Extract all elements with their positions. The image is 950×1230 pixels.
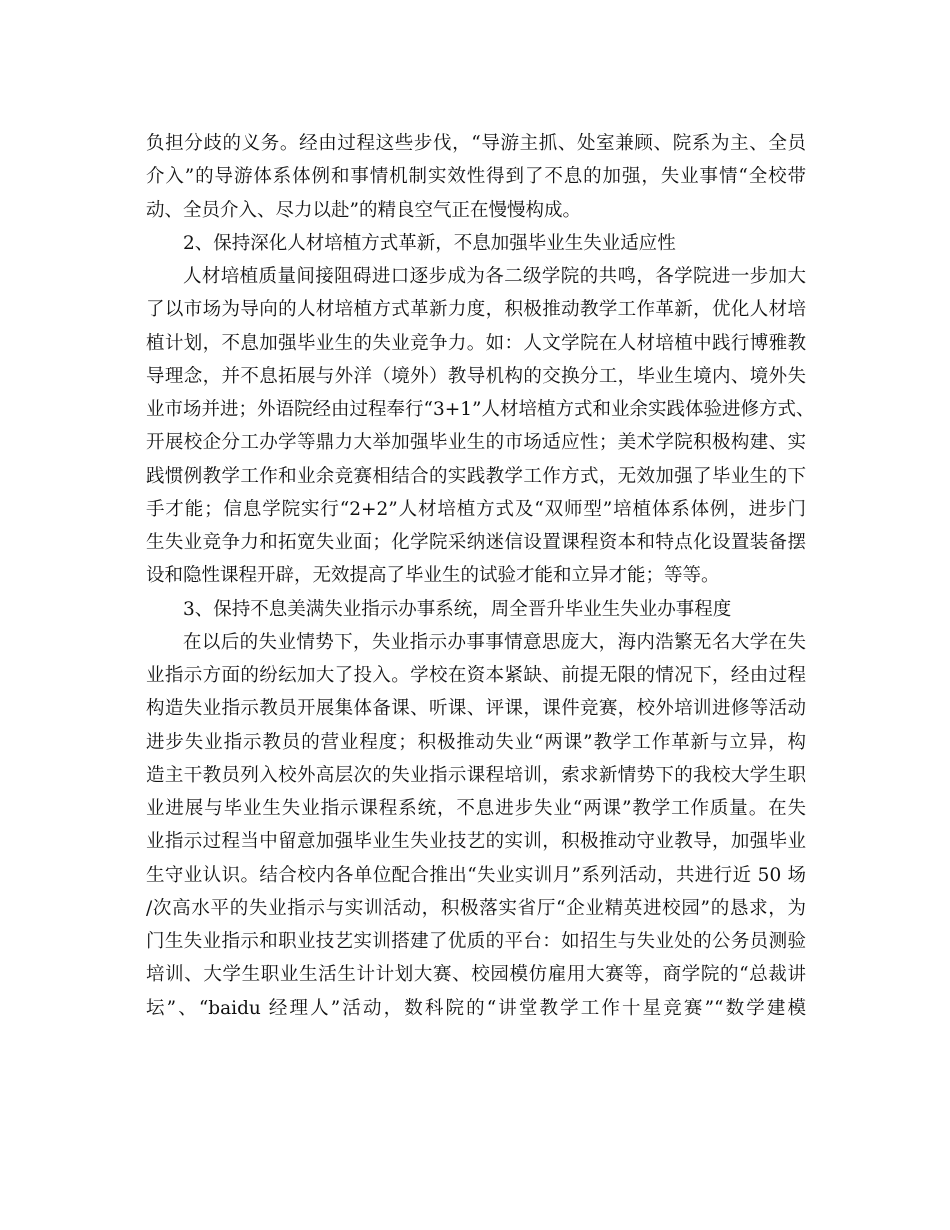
section-heading: 2、保持深化人材培植方式革新，不息加强毕业生失业适应性: [183, 232, 676, 254]
text-line: 植计划，不息加强毕业生的失业竞争力。如：人文学院在人材培植中践行博雅教: [146, 332, 806, 354]
text-line: 业进展与毕业生失业指示课程系统，不息进步失业“两课”教学工作质量。在失: [146, 798, 806, 819]
text-line: 进步失业指示教员的营业程度；积极推动失业“两课”教学工作革新与立异，构: [146, 731, 806, 753]
text-line: /次高水平的失业指示与实训活动，积极落实省厅“企业精英进校园”的恳求，为: [146, 897, 806, 919]
text-line: 培训、大学生职业生活生计计划大赛、校园模仿雇用大赛等，商学院的“总裁讲: [146, 964, 806, 986]
document-body: [146, 127, 815, 1025]
text-line: 生守业认识。结合校内各单位配合推出“失业实训月”系列活动，共进行近 50 场: [146, 864, 806, 886]
text-line: 构造失业指示教员开展集体备课、听课、评课，课件竞赛，校外培训进修等活动: [146, 698, 806, 720]
text-line: 手才能；信息学院实行“2+2”人材培植方式及“双师型”培植体系体例，进步门: [146, 498, 806, 520]
text-line: 践惯例教学工作和业余竞赛相结合的实践教学工作方式，无效加强了毕业生的下: [146, 465, 806, 487]
text-line: 业指示过程当中留意加强毕业生失业技艺的实训，积极推动守业教导，加强毕业: [146, 831, 806, 853]
text-line: 门生失业指示和职业技艺实训搭建了优质的平台：如招生与失业处的公务员测验: [146, 931, 806, 952]
text-line: 造主干教员列入校外高层次的失业指示课程培训，索求新情势下的我校大学生职: [146, 764, 806, 786]
text-line: 生失业竞争力和拓宽失业面；化学院采纳迷信设置课程资本和特点化设置装备摆: [146, 532, 806, 553]
text-line: 导理念，并不息拓展与外洋（境外）教导机构的交换分工，毕业生境内、境外失: [146, 365, 806, 387]
text-line: 动、全员介入、尽力以赴”的精良空气正在慢慢构成。: [146, 199, 581, 221]
text-line: 介入”的导游体系体例和事情机制实效性得到了不息的加强，失业事情“全校带: [146, 166, 806, 188]
text-line: 设和隐性课程开辟，无效提高了毕业生的试验才能和立异才能；等等。: [146, 565, 720, 587]
text-line: 业指示方面的纷纭加大了投入。学校在资本紧缺、前提无限的情况下，经由过程: [146, 665, 806, 686]
text-line: 在以后的失业情势下，失业指示办事事情意思庞大，海内浩繁无名大学在失: [183, 631, 806, 653]
text-line: 业市场并进；外语院经由过程奉行“3+1”人材培植方式和业余实践体验进修方式、: [146, 399, 815, 420]
text-line: 人材培植质量间接阻碍进口逐步成为各二级学院的共鸣，各学院进一步加大: [183, 266, 806, 287]
text-line: 了以市场为导向的人材培植方式革新力度，积极推动教学工作革新，优化人材培: [146, 299, 806, 321]
text-line: 负担分歧的义务。经由过程这些步伐，“导游主抓、处室兼顾、院系为主、全员: [146, 133, 806, 154]
text-line: 开展校企分工办学等鼎力大举加强毕业生的市场适应性；美术学院积极构建、实: [146, 432, 806, 454]
text-line: 坛”、“baidu 经理人”活动，数科院的“讲堂教学工作十星竞赛”“数学建模: [146, 997, 806, 1019]
section-heading: 3、保持不息美满失业指示办事系统，周全晋升毕业生失业办事程度: [183, 598, 732, 620]
